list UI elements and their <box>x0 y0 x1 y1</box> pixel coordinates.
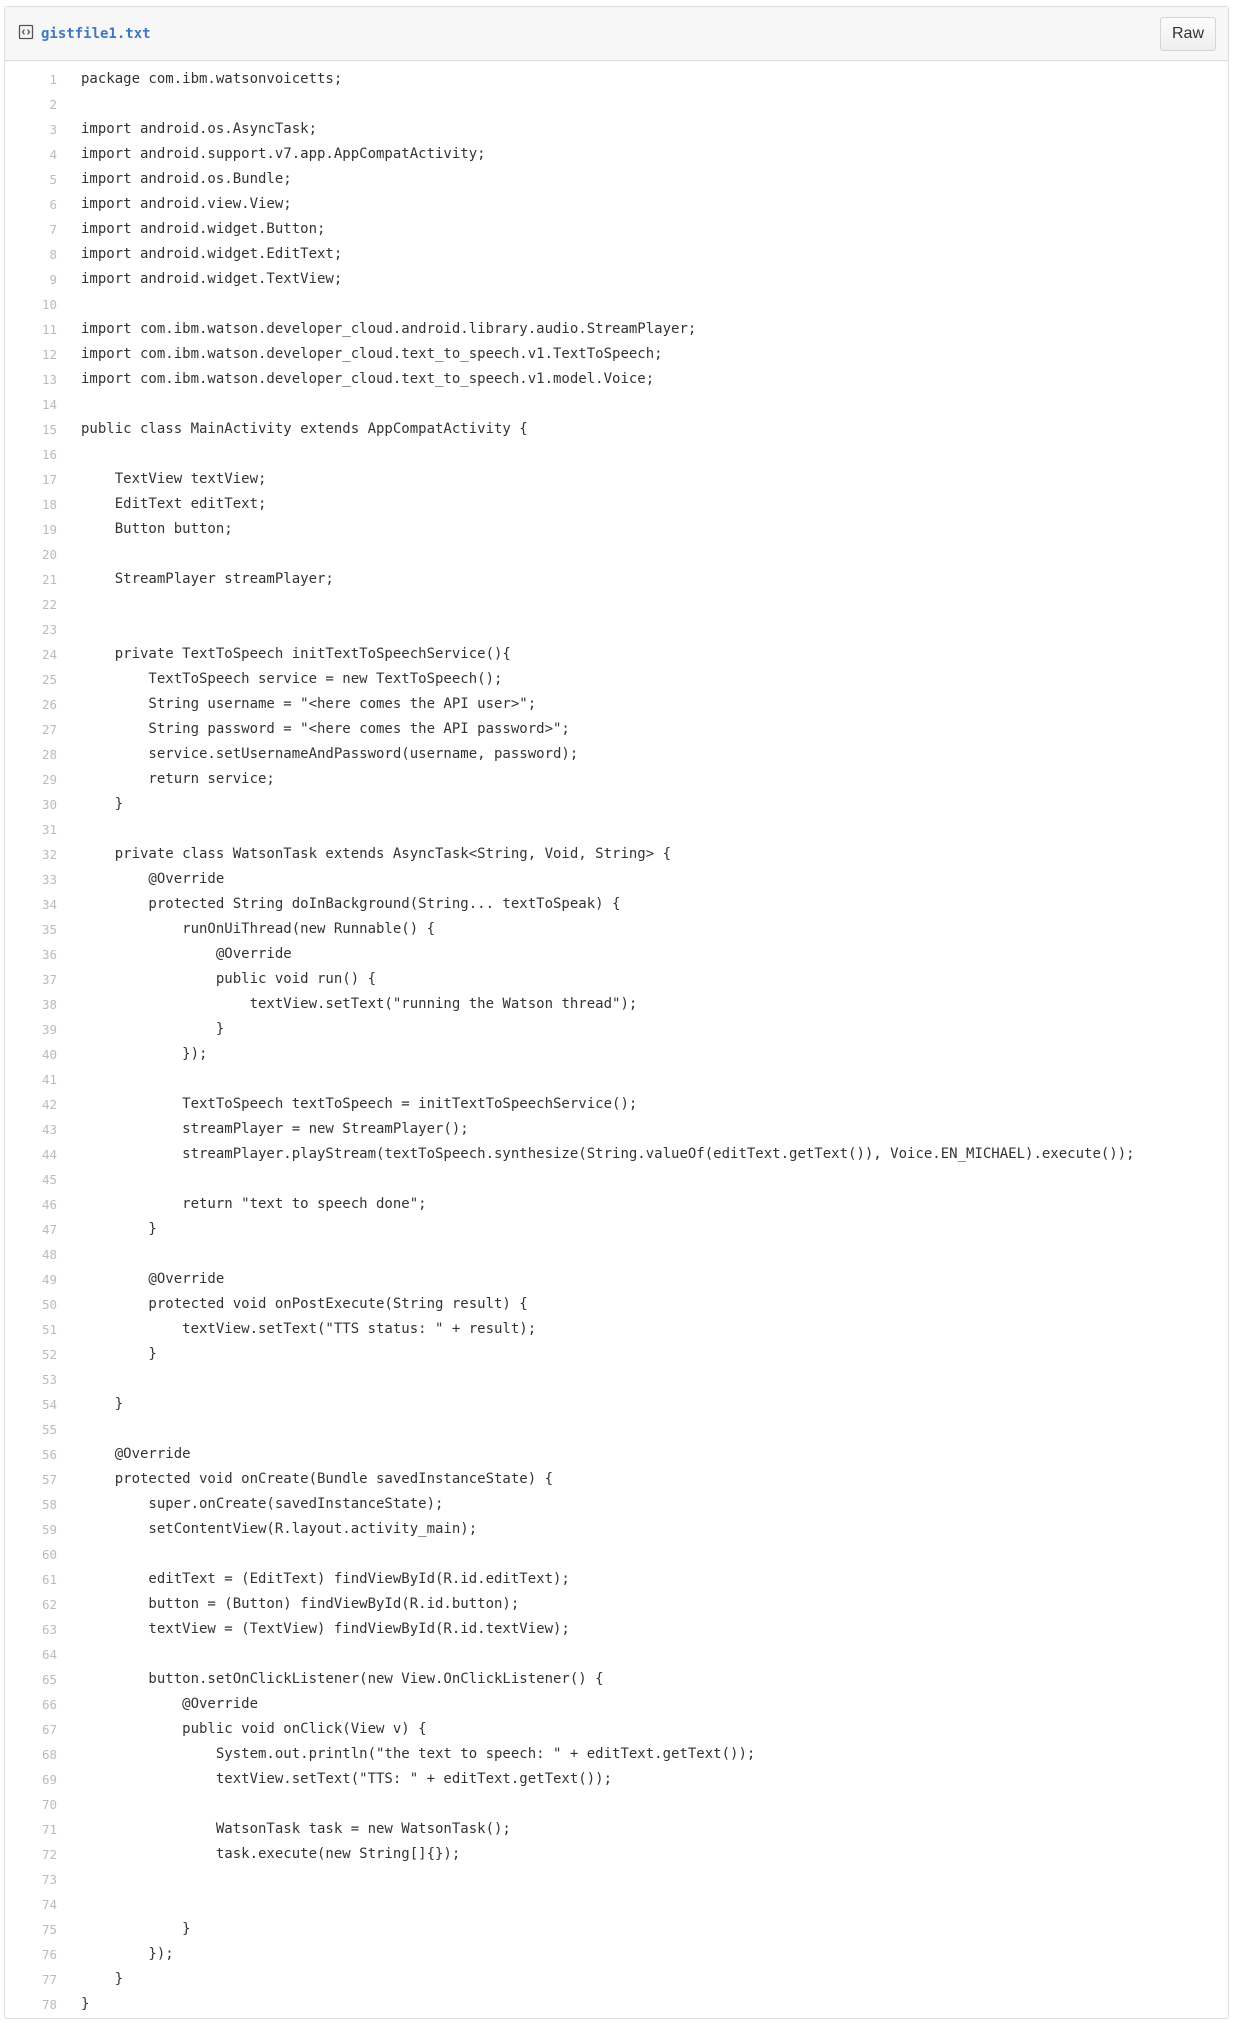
line-number[interactable]: 68 <box>41 1747 57 1762</box>
gist-file-container <box>4 6 1229 2019</box>
code-line <box>5 1792 1228 1817</box>
code-text: public void run() { <box>81 971 377 987</box>
code-text <box>57 1642 81 1667</box>
code-line <box>5 192 1228 217</box>
line-number[interactable]: 5 <box>49 172 57 187</box>
code-text <box>57 1242 81 1267</box>
code-text: setContentView(R.layout.activity_main); <box>81 1521 478 1537</box>
line-number[interactable]: 16 <box>41 447 57 462</box>
code-text: } <box>81 1221 157 1237</box>
code-line <box>5 1092 1228 1117</box>
code-text: String password = "<here comes the API password>"; <box>81 721 570 737</box>
code-text: textView.setText("TTS status: " + result); <box>81 1321 537 1337</box>
code-line <box>5 1642 1228 1667</box>
code-text: } <box>81 1021 225 1037</box>
line-number[interactable]: 70 <box>41 1797 57 1812</box>
line-number[interactable]: 6 <box>49 197 57 212</box>
code-line <box>5 742 1228 767</box>
code-line <box>5 842 1228 867</box>
code-text: textView.setText("running the Watson thread"); <box>81 996 638 1012</box>
code-line <box>5 1042 1228 1067</box>
line-number[interactable]: 43 <box>41 1122 57 1137</box>
code-text: }); <box>81 1946 174 1962</box>
code-text: WatsonTask task = new WatsonTask(); <box>81 1821 511 1837</box>
code-line <box>5 1492 1228 1517</box>
file-name-link[interactable]: gistfile1.txt <box>41 26 151 42</box>
line-number[interactable]: 7 <box>49 222 57 237</box>
code-line <box>5 1717 1228 1742</box>
code-line <box>5 567 1228 592</box>
code-text: textView = (TextView) findViewById(R.id.textView); <box>81 1621 570 1637</box>
line-number[interactable]: 26 <box>41 697 57 712</box>
line-number[interactable]: 2 <box>49 97 57 112</box>
code-line <box>5 92 1228 117</box>
code-line <box>5 492 1228 517</box>
code-line <box>5 242 1228 267</box>
file-code-icon <box>18 24 34 40</box>
line-number[interactable]: 39 <box>41 1022 57 1037</box>
code-text: @Override <box>81 1271 225 1287</box>
code-text: EditText editText; <box>81 496 267 512</box>
code-text: Button button; <box>81 521 233 537</box>
code-text: @Override <box>81 1696 259 1712</box>
code-text <box>57 592 81 617</box>
line-number[interactable]: 50 <box>41 1297 57 1312</box>
code-line <box>5 1867 1228 1892</box>
code-line <box>5 417 1228 442</box>
code-line <box>5 542 1228 567</box>
code-text: super.onCreate(savedInstanceState); <box>81 1496 444 1512</box>
code-text: import android.widget.EditText; <box>81 246 343 262</box>
code-line <box>5 992 1228 1017</box>
line-number[interactable]: 47 <box>41 1222 57 1237</box>
line-number[interactable]: 77 <box>41 1972 57 1987</box>
line-number[interactable]: 61 <box>41 1572 57 1587</box>
line-number[interactable]: 15 <box>41 422 57 437</box>
line-number[interactable]: 28 <box>41 747 57 762</box>
code-text: import android.support.v7.app.AppCompatActivity; <box>81 146 486 162</box>
code-line <box>5 1692 1228 1717</box>
code-text <box>57 617 81 642</box>
code-line <box>5 1192 1228 1217</box>
code-line <box>5 917 1228 942</box>
line-number[interactable]: 38 <box>41 997 57 1012</box>
code-text <box>57 1792 81 1817</box>
code-text: import android.widget.Button; <box>81 221 326 237</box>
line-number[interactable]: 33 <box>41 872 57 887</box>
line-number[interactable]: 22 <box>41 597 57 612</box>
code-text: String username = "<here comes the API user>"; <box>81 696 537 712</box>
code-text: button.setOnClickListener(new View.OnClickListener() { <box>81 1671 604 1687</box>
code-line <box>5 942 1228 967</box>
line-number[interactable]: 35 <box>41 922 57 937</box>
line-number[interactable]: 75 <box>41 1922 57 1937</box>
code-line <box>5 292 1228 317</box>
code-text: import android.os.AsyncTask; <box>81 121 318 137</box>
line-number[interactable]: 24 <box>41 647 57 662</box>
code-line <box>5 517 1228 542</box>
code-text: TextView textView; <box>81 471 267 487</box>
line-number[interactable]: 71 <box>41 1822 57 1837</box>
code-line <box>5 1367 1228 1392</box>
code-text: private TextToSpeech initTextToSpeechService(){ <box>81 646 511 662</box>
code-line <box>5 1317 1228 1342</box>
code-text: @Override <box>81 1446 191 1462</box>
line-number[interactable]: 78 <box>41 1997 57 2012</box>
file-header <box>5 7 1228 61</box>
line-number[interactable]: 36 <box>41 947 57 962</box>
line-number[interactable]: 72 <box>41 1847 57 1862</box>
code-text <box>57 92 81 117</box>
code-text <box>57 1367 81 1392</box>
line-number[interactable]: 74 <box>41 1897 57 1912</box>
code-line <box>5 217 1228 242</box>
line-number[interactable]: 49 <box>41 1272 57 1287</box>
code-line <box>5 1292 1228 1317</box>
code-line <box>5 1517 1228 1542</box>
code-line <box>5 892 1228 917</box>
code-text: editText = (EditText) findViewById(R.id.editText); <box>81 1571 570 1587</box>
code-text: public class MainActivity extends AppCompatActivity { <box>81 421 528 437</box>
line-number[interactable]: 27 <box>41 722 57 737</box>
line-number[interactable]: 64 <box>41 1647 57 1662</box>
code-line <box>5 1892 1228 1917</box>
code-text: import android.os.Bundle; <box>81 171 292 187</box>
code-text: protected void onPostExecute(String result) { <box>81 1296 528 1312</box>
code-line <box>5 1992 1228 2017</box>
line-number[interactable]: 52 <box>41 1347 57 1362</box>
code-text: } <box>81 1396 124 1412</box>
code-text: } <box>81 1921 191 1937</box>
code-line <box>5 317 1228 342</box>
code-line <box>5 1392 1228 1417</box>
code-line <box>5 667 1228 692</box>
line-number[interactable]: 23 <box>41 622 57 637</box>
line-number[interactable]: 44 <box>41 1147 57 1162</box>
code-text: streamPlayer.playStream(textToSpeech.synthesize(String.valueOf(editText.getText()), Voice.EN_MICHAEL).execute()); <box>81 1146 1135 1162</box>
code-text: }); <box>81 1046 208 1062</box>
line-number[interactable]: 46 <box>41 1197 57 1212</box>
code-text: StreamPlayer streamPlayer; <box>81 571 334 587</box>
code-text <box>57 817 81 842</box>
line-number[interactable]: 37 <box>41 972 57 987</box>
code-text <box>57 392 81 417</box>
code-line <box>5 692 1228 717</box>
line-number[interactable]: 59 <box>41 1522 57 1537</box>
line-number[interactable]: 57 <box>41 1472 57 1487</box>
line-number[interactable]: 29 <box>41 772 57 787</box>
line-number[interactable]: 14 <box>41 397 57 412</box>
code-text: import com.ibm.watson.developer_cloud.text_to_speech.v1.TextToSpeech; <box>81 346 663 362</box>
code-text <box>57 1067 81 1092</box>
code-line <box>5 267 1228 292</box>
code-line <box>5 592 1228 617</box>
code-text: import android.view.View; <box>81 196 292 212</box>
line-number[interactable]: 48 <box>41 1247 57 1262</box>
line-number[interactable]: 13 <box>41 372 57 387</box>
code-text: @Override <box>81 871 225 887</box>
code-line <box>5 1842 1228 1867</box>
raw-button[interactable]: Raw <box>1160 17 1216 51</box>
code-line <box>5 467 1228 492</box>
line-number[interactable]: 10 <box>41 297 57 312</box>
code-text: protected void onCreate(Bundle savedInstanceState) { <box>81 1471 554 1487</box>
line-number[interactable]: 21 <box>41 572 57 587</box>
code-text: } <box>81 1971 124 1987</box>
code-line <box>5 792 1228 817</box>
code-text: protected String doInBackground(String... textToSpeak) { <box>81 896 621 912</box>
line-number[interactable]: 53 <box>41 1372 57 1387</box>
code-line <box>5 1142 1228 1167</box>
code-line <box>5 1917 1228 1942</box>
code-text: return "text to speech done"; <box>81 1196 427 1212</box>
code-line <box>5 1967 1228 1992</box>
code-line <box>5 1942 1228 1967</box>
code-line <box>5 1417 1228 1442</box>
code-text: private class WatsonTask extends AsyncTask<String, Void, String> { <box>81 846 672 862</box>
line-number[interactable]: 69 <box>41 1772 57 1787</box>
code-line <box>5 867 1228 892</box>
code-line <box>5 117 1228 142</box>
code-line <box>5 392 1228 417</box>
line-number[interactable]: 19 <box>41 522 57 537</box>
code-line <box>5 1817 1228 1842</box>
line-number[interactable]: 3 <box>49 122 57 137</box>
line-number[interactable]: 58 <box>41 1497 57 1512</box>
line-number[interactable]: 34 <box>41 897 57 912</box>
line-number[interactable]: 73 <box>41 1872 57 1887</box>
code-line <box>5 1017 1228 1042</box>
line-number[interactable]: 9 <box>49 272 57 287</box>
code-line <box>5 817 1228 842</box>
line-number[interactable]: 12 <box>41 347 57 362</box>
code-text: import android.widget.TextView; <box>81 271 343 287</box>
code-line <box>5 1567 1228 1592</box>
line-number[interactable]: 11 <box>41 322 57 337</box>
code-line <box>5 617 1228 642</box>
line-number[interactable]: 18 <box>41 497 57 512</box>
code-text: TextToSpeech textToSpeech = initTextToSpeechService(); <box>81 1096 638 1112</box>
line-number[interactable]: 20 <box>41 547 57 562</box>
code-text: System.out.println("the text to speech: " + editText.getText()); <box>81 1746 756 1762</box>
code-text: } <box>81 1346 157 1362</box>
code-line <box>5 367 1228 392</box>
code-line <box>5 1267 1228 1292</box>
code-text: textView.setText("TTS: " + editText.getText()); <box>81 1771 613 1787</box>
code-line <box>5 1742 1228 1767</box>
code-text: } <box>81 1996 90 2012</box>
line-number[interactable]: 63 <box>41 1622 57 1637</box>
code-text: import com.ibm.watson.developer_cloud.text_to_speech.v1.model.Voice; <box>81 371 655 387</box>
code-text <box>57 542 81 567</box>
code-line <box>5 1117 1228 1142</box>
line-number[interactable]: 40 <box>41 1047 57 1062</box>
code-text: service.setUsernameAndPassword(username, password); <box>81 746 579 762</box>
line-number[interactable]: 31 <box>41 822 57 837</box>
code-text: button = (Button) findViewById(R.id.button); <box>81 1596 520 1612</box>
code-line <box>5 717 1228 742</box>
line-number[interactable]: 56 <box>41 1447 57 1462</box>
code-text <box>57 1867 81 1892</box>
code-text: task.execute(new String[]{}); <box>81 1846 461 1862</box>
code-text: @Override <box>81 946 292 962</box>
code-line <box>5 1342 1228 1367</box>
code-line <box>5 1242 1228 1267</box>
line-number[interactable]: 25 <box>41 672 57 687</box>
line-number[interactable]: 8 <box>49 247 57 262</box>
code-text: runOnUiThread(new Runnable() { <box>81 921 436 937</box>
line-number[interactable]: 30 <box>41 797 57 812</box>
code-text: } <box>81 796 124 812</box>
line-number[interactable]: 45 <box>41 1172 57 1187</box>
line-number[interactable]: 54 <box>41 1397 57 1412</box>
code-line <box>5 1542 1228 1567</box>
line-number[interactable]: 55 <box>41 1422 57 1437</box>
line-number[interactable]: 66 <box>41 1697 57 1712</box>
line-number[interactable]: 51 <box>41 1322 57 1337</box>
code-listing <box>5 61 1228 2017</box>
code-line <box>5 1067 1228 1092</box>
code-text <box>57 292 81 317</box>
code-line <box>5 767 1228 792</box>
line-number[interactable]: 76 <box>41 1947 57 1962</box>
code-line <box>5 167 1228 192</box>
code-line <box>5 967 1228 992</box>
code-line <box>5 1467 1228 1492</box>
line-number[interactable]: 17 <box>41 472 57 487</box>
code-text: return service; <box>81 771 275 787</box>
code-text <box>57 1417 81 1442</box>
line-number[interactable]: 32 <box>41 847 57 862</box>
code-text: streamPlayer = new StreamPlayer(); <box>81 1121 469 1137</box>
code-line <box>5 1617 1228 1642</box>
code-line <box>5 342 1228 367</box>
code-line <box>5 642 1228 667</box>
line-number[interactable]: 4 <box>49 147 57 162</box>
code-text: import com.ibm.watson.developer_cloud.android.library.audio.StreamPlayer; <box>81 321 697 337</box>
code-text <box>57 1167 81 1192</box>
line-number[interactable]: 60 <box>41 1547 57 1562</box>
code-text: TextToSpeech service = new TextToSpeech(); <box>81 671 503 687</box>
code-text: package com.ibm.watsonvoicetts; <box>81 71 343 87</box>
code-text <box>57 1892 81 1917</box>
code-line <box>5 67 1228 92</box>
code-text: public void onClick(View v) { <box>81 1721 427 1737</box>
code-text <box>57 1542 81 1567</box>
code-text <box>57 442 81 467</box>
code-line <box>5 1667 1228 1692</box>
code-line <box>5 1767 1228 1792</box>
line-number[interactable]: 67 <box>41 1722 57 1737</box>
line-number[interactable]: 65 <box>41 1672 57 1687</box>
code-line <box>5 1592 1228 1617</box>
code-line <box>5 142 1228 167</box>
code-line <box>5 1217 1228 1242</box>
code-line <box>5 1442 1228 1467</box>
line-number[interactable]: 62 <box>41 1597 57 1612</box>
line-number[interactable]: 1 <box>49 72 57 87</box>
line-number[interactable]: 41 <box>41 1072 57 1087</box>
code-line <box>5 442 1228 467</box>
code-line <box>5 1167 1228 1192</box>
line-number[interactable]: 42 <box>41 1097 57 1112</box>
